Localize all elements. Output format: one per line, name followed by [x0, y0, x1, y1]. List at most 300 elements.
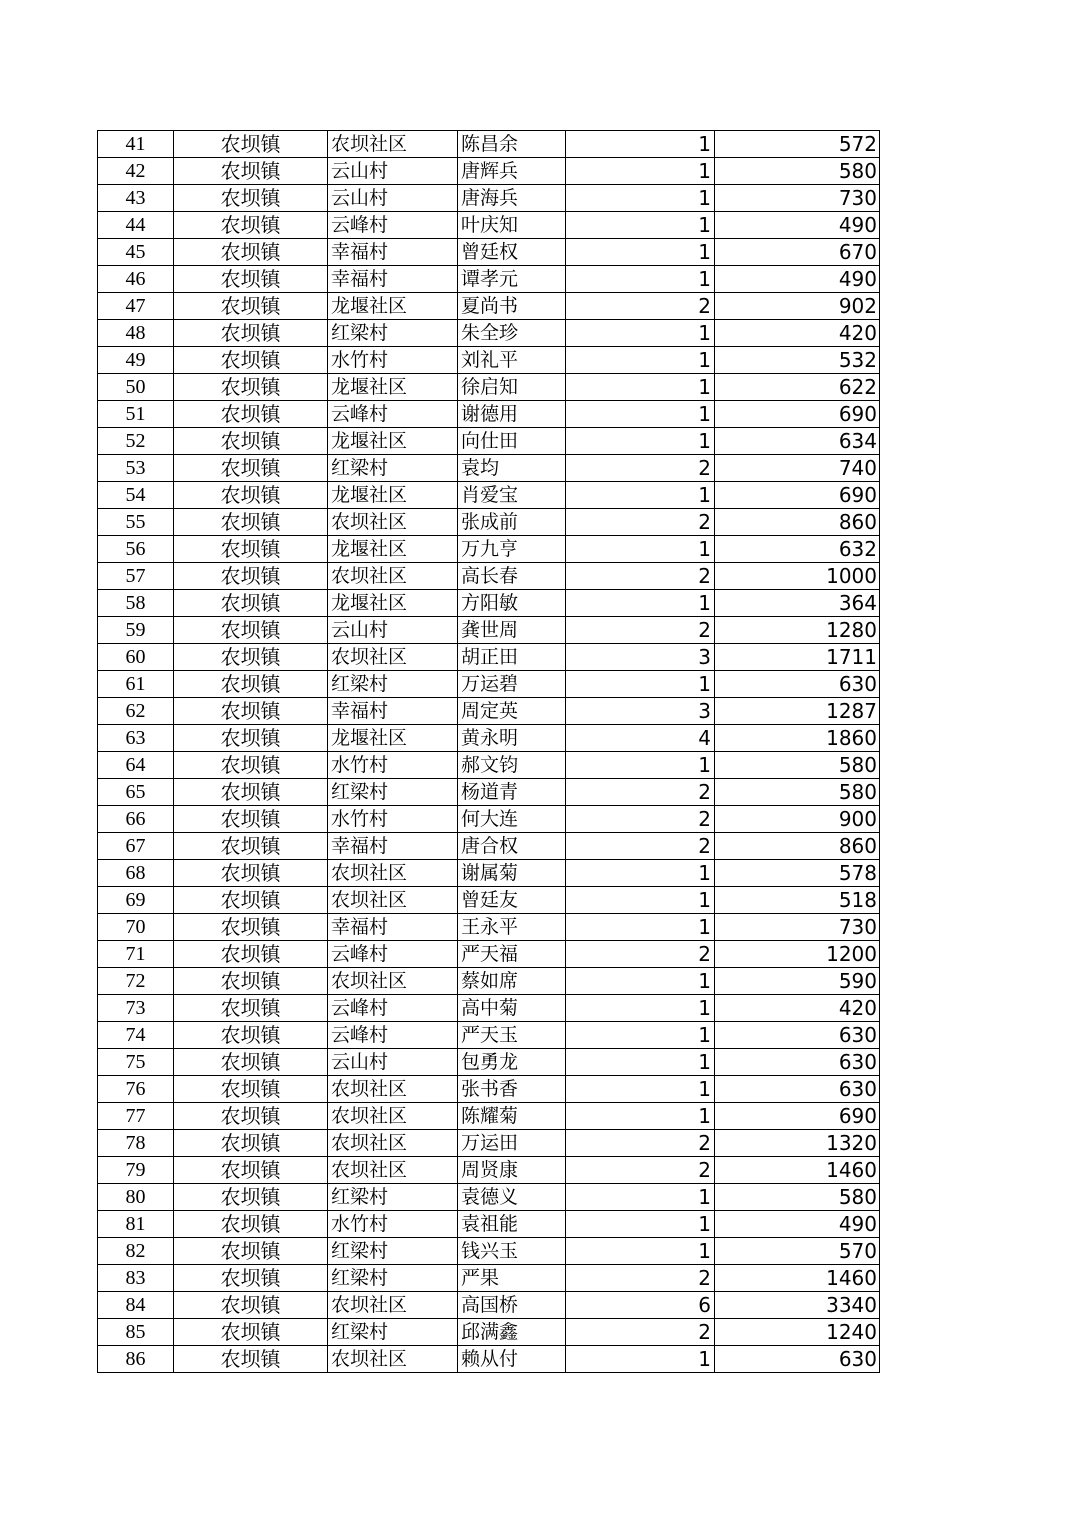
row-number-cell: 56 [98, 536, 174, 563]
town-cell: 农坝镇 [174, 1265, 328, 1292]
town-cell: 农坝镇 [174, 860, 328, 887]
amount-cell: 860 [715, 833, 880, 860]
town-cell: 农坝镇 [174, 401, 328, 428]
row-number-cell: 81 [98, 1211, 174, 1238]
amount-cell: 634 [715, 428, 880, 455]
village-cell: 龙堰社区 [328, 590, 458, 617]
village-cell: 农坝社区 [328, 968, 458, 995]
row-number-cell: 42 [98, 158, 174, 185]
household-count-cell: 1 [566, 401, 715, 428]
row-number-cell: 82 [98, 1238, 174, 1265]
amount-cell: 622 [715, 374, 880, 401]
village-cell: 龙堰社区 [328, 374, 458, 401]
household-count-cell: 1 [566, 1238, 715, 1265]
person-name-cell: 唐辉兵 [458, 158, 566, 185]
amount-cell: 1320 [715, 1130, 880, 1157]
person-name-cell: 郝文钧 [458, 752, 566, 779]
village-cell: 云山村 [328, 158, 458, 185]
table-row [98, 428, 880, 455]
row-number-cell: 84 [98, 1292, 174, 1319]
village-cell: 红梁村 [328, 320, 458, 347]
person-name-cell: 严天玉 [458, 1022, 566, 1049]
row-number-cell: 69 [98, 887, 174, 914]
row-number-cell: 41 [98, 131, 174, 158]
amount-cell: 1711 [715, 644, 880, 671]
person-name-cell: 谢德用 [458, 401, 566, 428]
village-cell: 云峰村 [328, 401, 458, 428]
household-count-cell: 1 [566, 428, 715, 455]
person-name-cell: 周定英 [458, 698, 566, 725]
household-count-cell: 1 [566, 374, 715, 401]
household-count-cell: 1 [566, 860, 715, 887]
row-number-cell: 54 [98, 482, 174, 509]
village-cell: 红梁村 [328, 671, 458, 698]
table-row [98, 320, 880, 347]
household-count-cell: 1 [566, 239, 715, 266]
village-cell: 云山村 [328, 617, 458, 644]
household-count-cell: 2 [566, 941, 715, 968]
household-count-cell: 1 [566, 266, 715, 293]
table-row [98, 455, 880, 482]
household-count-cell: 1 [566, 1346, 715, 1373]
person-name-cell: 曾廷友 [458, 887, 566, 914]
row-number-cell: 55 [98, 509, 174, 536]
village-cell: 水竹村 [328, 806, 458, 833]
person-name-cell: 方阳敏 [458, 590, 566, 617]
table-row [98, 239, 880, 266]
row-number-cell: 83 [98, 1265, 174, 1292]
amount-cell: 578 [715, 860, 880, 887]
row-number-cell: 80 [98, 1184, 174, 1211]
person-name-cell: 袁德义 [458, 1184, 566, 1211]
village-cell: 龙堰社区 [328, 428, 458, 455]
table-row [98, 644, 880, 671]
household-count-cell: 1 [566, 995, 715, 1022]
table-row [98, 671, 880, 698]
person-name-cell: 黄永明 [458, 725, 566, 752]
household-count-cell: 1 [566, 1211, 715, 1238]
town-cell: 农坝镇 [174, 455, 328, 482]
person-name-cell: 何大连 [458, 806, 566, 833]
row-number-cell: 63 [98, 725, 174, 752]
household-count-cell: 1 [566, 482, 715, 509]
town-cell: 农坝镇 [174, 266, 328, 293]
town-cell: 农坝镇 [174, 212, 328, 239]
household-count-cell: 1 [566, 671, 715, 698]
amount-cell: 690 [715, 482, 880, 509]
amount-cell: 690 [715, 1103, 880, 1130]
household-count-cell: 1 [566, 1022, 715, 1049]
person-name-cell: 曾廷权 [458, 239, 566, 266]
town-cell: 农坝镇 [174, 1022, 328, 1049]
person-name-cell: 邱满鑫 [458, 1319, 566, 1346]
row-number-cell: 48 [98, 320, 174, 347]
amount-cell: 630 [715, 1076, 880, 1103]
household-count-cell: 1 [566, 158, 715, 185]
table-row [98, 806, 880, 833]
household-count-cell: 2 [566, 806, 715, 833]
town-cell: 农坝镇 [174, 1211, 328, 1238]
row-number-cell: 85 [98, 1319, 174, 1346]
amount-cell: 490 [715, 212, 880, 239]
household-count-cell: 3 [566, 698, 715, 725]
amount-cell: 630 [715, 1022, 880, 1049]
row-number-cell: 64 [98, 752, 174, 779]
village-cell: 龙堰社区 [328, 293, 458, 320]
data-table [97, 130, 880, 1373]
amount-cell: 1280 [715, 617, 880, 644]
amount-cell: 630 [715, 1049, 880, 1076]
town-cell: 农坝镇 [174, 995, 328, 1022]
village-cell: 龙堰社区 [328, 482, 458, 509]
row-number-cell: 50 [98, 374, 174, 401]
table-row [98, 941, 880, 968]
table-row [98, 860, 880, 887]
person-name-cell: 高国桥 [458, 1292, 566, 1319]
town-cell: 农坝镇 [174, 239, 328, 266]
table-row [98, 158, 880, 185]
village-cell: 云山村 [328, 1049, 458, 1076]
village-cell: 农坝社区 [328, 1157, 458, 1184]
household-count-cell: 1 [566, 536, 715, 563]
amount-cell: 860 [715, 509, 880, 536]
town-cell: 农坝镇 [174, 752, 328, 779]
household-count-cell: 2 [566, 293, 715, 320]
table-row [98, 536, 880, 563]
village-cell: 云山村 [328, 185, 458, 212]
person-name-cell: 严天福 [458, 941, 566, 968]
table-row [98, 1292, 880, 1319]
town-cell: 农坝镇 [174, 698, 328, 725]
amount-cell: 580 [715, 752, 880, 779]
person-name-cell: 包勇龙 [458, 1049, 566, 1076]
household-count-cell: 1 [566, 185, 715, 212]
town-cell: 农坝镇 [174, 1076, 328, 1103]
village-cell: 红梁村 [328, 455, 458, 482]
person-name-cell: 张成前 [458, 509, 566, 536]
household-count-cell: 1 [566, 131, 715, 158]
row-number-cell: 70 [98, 914, 174, 941]
row-number-cell: 57 [98, 563, 174, 590]
row-number-cell: 47 [98, 293, 174, 320]
town-cell: 农坝镇 [174, 536, 328, 563]
row-number-cell: 59 [98, 617, 174, 644]
village-cell: 幸福村 [328, 239, 458, 266]
town-cell: 农坝镇 [174, 1319, 328, 1346]
village-cell: 红梁村 [328, 1238, 458, 1265]
person-name-cell: 蔡如席 [458, 968, 566, 995]
table-row [98, 1103, 880, 1130]
amount-cell: 1460 [715, 1265, 880, 1292]
table-row [98, 482, 880, 509]
amount-cell: 670 [715, 239, 880, 266]
table-row [98, 833, 880, 860]
village-cell: 农坝社区 [328, 563, 458, 590]
amount-cell: 580 [715, 779, 880, 806]
village-cell: 农坝社区 [328, 1103, 458, 1130]
row-number-cell: 60 [98, 644, 174, 671]
table-row [98, 725, 880, 752]
town-cell: 农坝镇 [174, 644, 328, 671]
amount-cell: 1240 [715, 1319, 880, 1346]
person-name-cell: 杨道青 [458, 779, 566, 806]
village-cell: 云峰村 [328, 212, 458, 239]
village-cell: 农坝社区 [328, 1292, 458, 1319]
amount-cell: 1000 [715, 563, 880, 590]
town-cell: 农坝镇 [174, 617, 328, 644]
village-cell: 农坝社区 [328, 1076, 458, 1103]
village-cell: 云峰村 [328, 941, 458, 968]
person-name-cell: 谢属菊 [458, 860, 566, 887]
table-row [98, 563, 880, 590]
row-number-cell: 78 [98, 1130, 174, 1157]
amount-cell: 420 [715, 995, 880, 1022]
town-cell: 农坝镇 [174, 887, 328, 914]
person-name-cell: 严果 [458, 1265, 566, 1292]
row-number-cell: 79 [98, 1157, 174, 1184]
household-count-cell: 2 [566, 779, 715, 806]
town-cell: 农坝镇 [174, 347, 328, 374]
household-count-cell: 2 [566, 1130, 715, 1157]
row-number-cell: 68 [98, 860, 174, 887]
table-row [98, 266, 880, 293]
household-count-cell: 2 [566, 1319, 715, 1346]
row-number-cell: 46 [98, 266, 174, 293]
person-name-cell: 胡正田 [458, 644, 566, 671]
person-name-cell: 刘礼平 [458, 347, 566, 374]
amount-cell: 902 [715, 293, 880, 320]
village-cell: 红梁村 [328, 1184, 458, 1211]
household-count-cell: 6 [566, 1292, 715, 1319]
table-row [98, 1211, 880, 1238]
row-number-cell: 72 [98, 968, 174, 995]
household-count-cell: 2 [566, 1157, 715, 1184]
table-row [98, 1184, 880, 1211]
village-cell: 幸福村 [328, 833, 458, 860]
village-cell: 农坝社区 [328, 644, 458, 671]
town-cell: 农坝镇 [174, 1049, 328, 1076]
person-name-cell: 袁祖能 [458, 1211, 566, 1238]
household-count-cell: 1 [566, 1103, 715, 1130]
village-cell: 红梁村 [328, 1319, 458, 1346]
amount-cell: 580 [715, 1184, 880, 1211]
town-cell: 农坝镇 [174, 941, 328, 968]
village-cell: 农坝社区 [328, 1130, 458, 1157]
person-name-cell: 向仕田 [458, 428, 566, 455]
town-cell: 农坝镇 [174, 131, 328, 158]
table-row [98, 1076, 880, 1103]
village-cell: 农坝社区 [328, 131, 458, 158]
town-cell: 农坝镇 [174, 1238, 328, 1265]
table-row [98, 752, 880, 779]
town-cell: 农坝镇 [174, 158, 328, 185]
amount-cell: 1200 [715, 941, 880, 968]
table-row [98, 1022, 880, 1049]
table-row [98, 1319, 880, 1346]
amount-cell: 632 [715, 536, 880, 563]
amount-cell: 490 [715, 1211, 880, 1238]
row-number-cell: 62 [98, 698, 174, 725]
household-count-cell: 2 [566, 563, 715, 590]
amount-cell: 518 [715, 887, 880, 914]
town-cell: 农坝镇 [174, 779, 328, 806]
amount-cell: 364 [715, 590, 880, 617]
town-cell: 农坝镇 [174, 914, 328, 941]
row-number-cell: 74 [98, 1022, 174, 1049]
amount-cell: 420 [715, 320, 880, 347]
amount-cell: 490 [715, 266, 880, 293]
village-cell: 农坝社区 [328, 860, 458, 887]
amount-cell: 1860 [715, 725, 880, 752]
household-count-cell: 1 [566, 1184, 715, 1211]
town-cell: 农坝镇 [174, 428, 328, 455]
town-cell: 农坝镇 [174, 806, 328, 833]
village-cell: 水竹村 [328, 752, 458, 779]
town-cell: 农坝镇 [174, 590, 328, 617]
town-cell: 农坝镇 [174, 185, 328, 212]
table-row [98, 1265, 880, 1292]
amount-cell: 630 [715, 1346, 880, 1373]
row-number-cell: 66 [98, 806, 174, 833]
village-cell: 红梁村 [328, 1265, 458, 1292]
household-count-cell: 1 [566, 320, 715, 347]
person-name-cell: 陈耀菊 [458, 1103, 566, 1130]
row-number-cell: 53 [98, 455, 174, 482]
table-row [98, 401, 880, 428]
row-number-cell: 86 [98, 1346, 174, 1373]
village-cell: 农坝社区 [328, 887, 458, 914]
village-cell: 龙堰社区 [328, 536, 458, 563]
village-cell: 云峰村 [328, 1022, 458, 1049]
person-name-cell: 龚世周 [458, 617, 566, 644]
amount-cell: 740 [715, 455, 880, 482]
person-name-cell: 夏尚书 [458, 293, 566, 320]
table-row [98, 1346, 880, 1373]
household-count-cell: 1 [566, 968, 715, 995]
row-number-cell: 73 [98, 995, 174, 1022]
town-cell: 农坝镇 [174, 1346, 328, 1373]
village-cell: 幸福村 [328, 266, 458, 293]
household-count-cell: 3 [566, 644, 715, 671]
table-row [98, 779, 880, 806]
row-number-cell: 51 [98, 401, 174, 428]
person-name-cell: 谭孝元 [458, 266, 566, 293]
person-name-cell: 万运碧 [458, 671, 566, 698]
person-name-cell: 高中菊 [458, 995, 566, 1022]
town-cell: 农坝镇 [174, 374, 328, 401]
table-row [98, 185, 880, 212]
table-body [98, 131, 880, 1373]
table-row [98, 887, 880, 914]
amount-cell: 690 [715, 401, 880, 428]
row-number-cell: 58 [98, 590, 174, 617]
village-cell: 水竹村 [328, 1211, 458, 1238]
row-number-cell: 61 [98, 671, 174, 698]
town-cell: 农坝镇 [174, 1157, 328, 1184]
household-count-cell: 1 [566, 752, 715, 779]
person-name-cell: 张书香 [458, 1076, 566, 1103]
town-cell: 农坝镇 [174, 671, 328, 698]
town-cell: 农坝镇 [174, 482, 328, 509]
town-cell: 农坝镇 [174, 293, 328, 320]
person-name-cell: 朱全珍 [458, 320, 566, 347]
village-cell: 农坝社区 [328, 1346, 458, 1373]
row-number-cell: 43 [98, 185, 174, 212]
amount-cell: 590 [715, 968, 880, 995]
table-row [98, 1130, 880, 1157]
person-name-cell: 王永平 [458, 914, 566, 941]
person-name-cell: 钱兴玉 [458, 1238, 566, 1265]
village-cell: 幸福村 [328, 698, 458, 725]
town-cell: 农坝镇 [174, 563, 328, 590]
village-cell: 农坝社区 [328, 509, 458, 536]
village-cell: 红梁村 [328, 779, 458, 806]
table-row [98, 1157, 880, 1184]
person-name-cell: 唐合权 [458, 833, 566, 860]
village-cell: 龙堰社区 [328, 725, 458, 752]
household-count-cell: 2 [566, 1265, 715, 1292]
person-name-cell: 肖爱宝 [458, 482, 566, 509]
village-cell: 水竹村 [328, 347, 458, 374]
household-count-cell: 1 [566, 212, 715, 239]
person-name-cell: 唐海兵 [458, 185, 566, 212]
person-name-cell: 高长春 [458, 563, 566, 590]
town-cell: 农坝镇 [174, 1184, 328, 1211]
town-cell: 农坝镇 [174, 1292, 328, 1319]
person-name-cell: 周贤康 [458, 1157, 566, 1184]
table-row [98, 131, 880, 158]
row-number-cell: 76 [98, 1076, 174, 1103]
person-name-cell: 袁均 [458, 455, 566, 482]
row-number-cell: 67 [98, 833, 174, 860]
row-number-cell: 52 [98, 428, 174, 455]
amount-cell: 580 [715, 158, 880, 185]
town-cell: 农坝镇 [174, 725, 328, 752]
amount-cell: 570 [715, 1238, 880, 1265]
person-name-cell: 徐启知 [458, 374, 566, 401]
table-row [98, 590, 880, 617]
table-row [98, 914, 880, 941]
person-name-cell: 万运田 [458, 1130, 566, 1157]
town-cell: 农坝镇 [174, 833, 328, 860]
town-cell: 农坝镇 [174, 320, 328, 347]
amount-cell: 730 [715, 914, 880, 941]
row-number-cell: 75 [98, 1049, 174, 1076]
amount-cell: 730 [715, 185, 880, 212]
person-name-cell: 万九亨 [458, 536, 566, 563]
household-count-cell: 1 [566, 1049, 715, 1076]
household-count-cell: 2 [566, 833, 715, 860]
household-count-cell: 1 [566, 347, 715, 374]
row-number-cell: 44 [98, 212, 174, 239]
household-count-cell: 1 [566, 887, 715, 914]
table-row [98, 212, 880, 239]
table-row [98, 509, 880, 536]
table-row [98, 347, 880, 374]
village-cell: 云峰村 [328, 995, 458, 1022]
amount-cell: 572 [715, 131, 880, 158]
row-number-cell: 65 [98, 779, 174, 806]
row-number-cell: 77 [98, 1103, 174, 1130]
person-name-cell: 赖从付 [458, 1346, 566, 1373]
town-cell: 农坝镇 [174, 968, 328, 995]
table-row [98, 293, 880, 320]
table-row [98, 374, 880, 401]
row-number-cell: 49 [98, 347, 174, 374]
town-cell: 农坝镇 [174, 509, 328, 536]
person-name-cell: 陈昌余 [458, 131, 566, 158]
amount-cell: 532 [715, 347, 880, 374]
